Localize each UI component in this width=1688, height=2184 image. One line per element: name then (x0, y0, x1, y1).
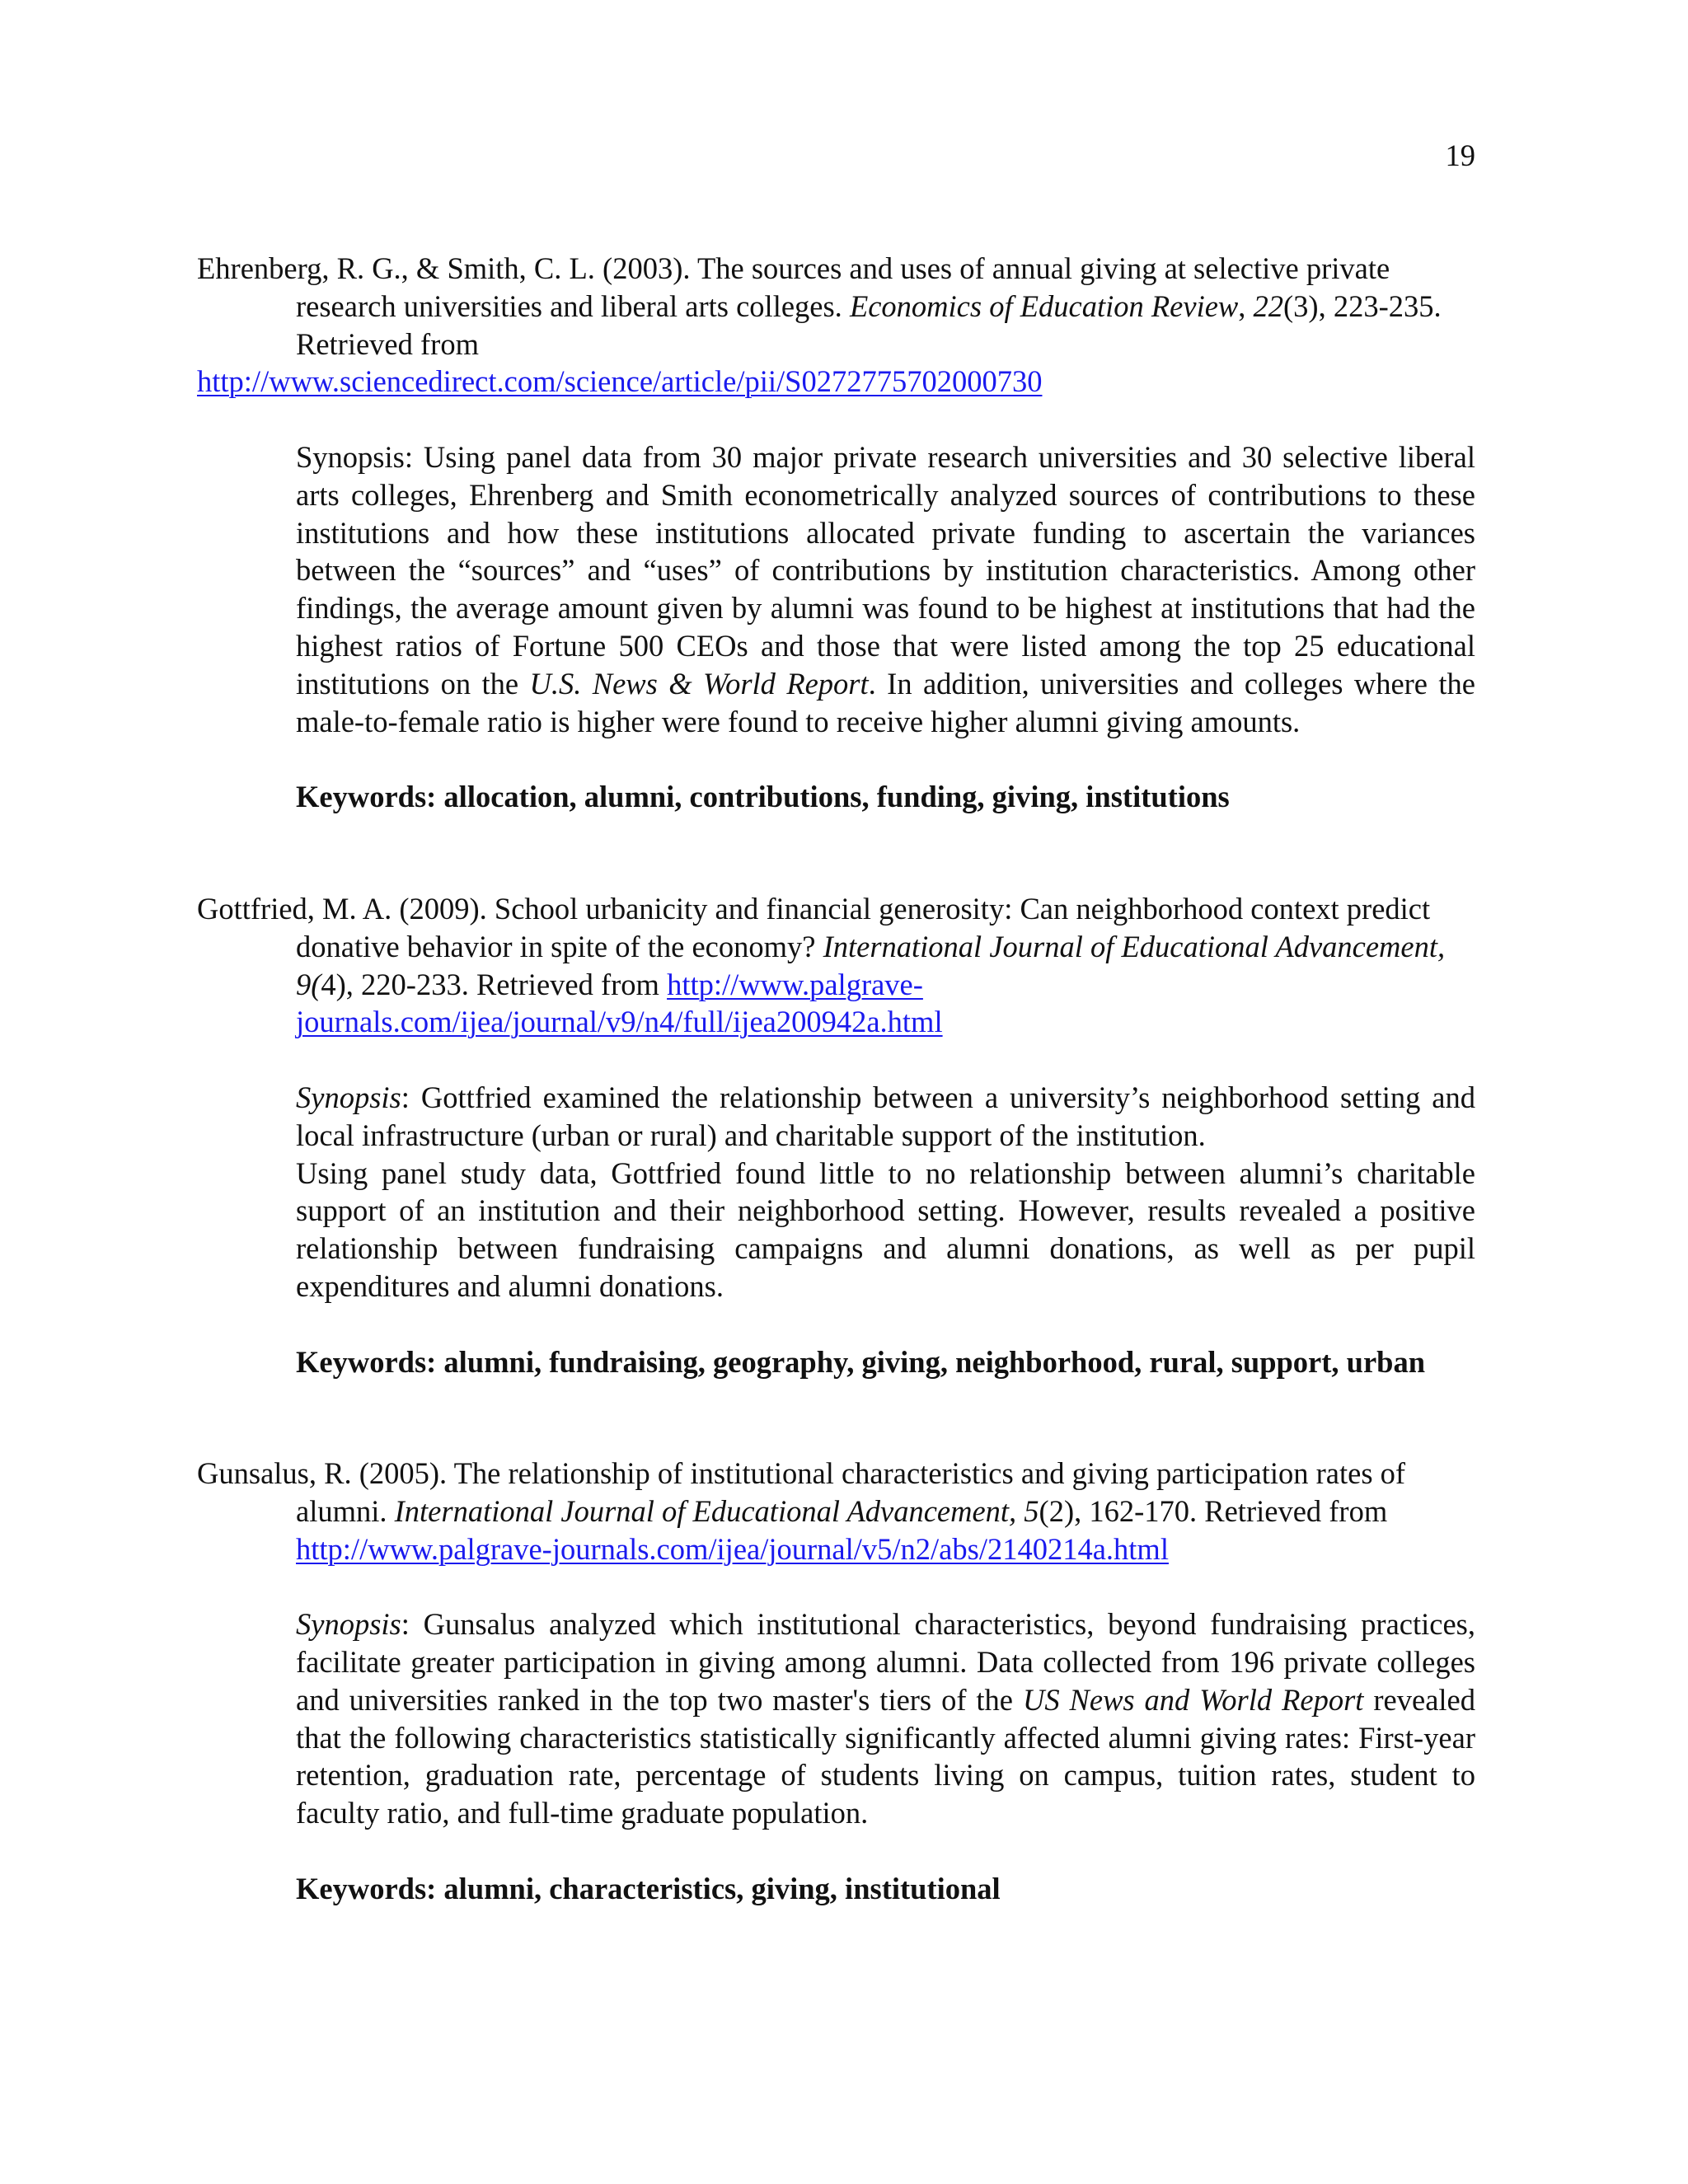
journal-title: Economics of Education Review (849, 288, 1239, 323)
citation-issue-pages: (3), 223-235. Retrieved from (296, 288, 1442, 361)
citation-text: Gottfried, M. A. (2009). School urbanicity and financial generosity: Can neighborhood context predict donative behavior in spite of the economy? (197, 892, 1431, 963)
citation-issue-pages: 4), 220-233. Retrieved from (321, 967, 668, 1001)
synopsis-italic: US News and World Report (1022, 1682, 1364, 1717)
citation-gunsalus (197, 1455, 1475, 1568)
synopsis-text: Using panel data from 30 major private research universities and 30 selective liberal arts colleges, Ehrenberg and Smith econometrically analyzed sources of contributions to these institutions and how these institutions allocated private funding to ascertain the variances between the “sources” and “uses” of contributions by institution characteristics. Among other findings, the average amount given by alumni was found to be highest at institutions that had the highest ratios of Fortune 500 CEOs and those that were listed among the top 25 educational institutions on the (296, 439, 1475, 701)
synopsis-ehrenberg (296, 438, 1475, 740)
reference-entry-gunsalus (197, 1455, 1475, 1908)
citation-url-link[interactable]: http://www.sciencedirect.com/science/article/pii/S0272775702000730 (197, 364, 1043, 399)
citation-issue-pages: (2), 162-170. Retrieved from (1039, 1493, 1388, 1528)
citation-url-link[interactable]: http://www.palgrave-journals.com/ijea/journal/v5/n2/abs/2140214a.html (296, 1531, 1169, 1566)
citation-text: Ehrenberg, R. G., & Smith, C. L. (2003). The sources and uses of annual giving at selective private research universities and liberal arts colleges. (197, 251, 1390, 323)
synopsis-gottfried (296, 1079, 1475, 1305)
keywords-gunsalus: Keywords: alumni, characteristics, giving, institutional (296, 1871, 1001, 1905)
citation-ehrenberg (197, 250, 1475, 401)
journal-title: International Journal of Educational Advancement, 9( (296, 929, 1446, 1001)
citation-url-link[interactable]: http://www.palgrave-journals.com/ijea/journal/v9/n4/full/ijea200942a.html (296, 967, 943, 1039)
keywords-ehrenberg: Keywords: allocation, alumni, contributions, funding, giving, institutions (296, 780, 1230, 814)
journal-volume: 22 (1253, 288, 1284, 323)
synopsis-text-continued: . In addition, universities and colleges where the male-to-female ratio is higher were found to receive higher alumni giving amounts. (296, 666, 1475, 738)
reference-entry-ehrenberg (197, 250, 1475, 816)
synopsis-text-continued: Using panel study data, Gottfried found little to no relationship between alumni’s charitable support of an institution and their neighborhood setting. However, results revealed a positive relationship between fundraising campaigns and alumni donations, as well as per pupil expenditures and alumni donations. (296, 1155, 1475, 1303)
journal-title: International Journal of Educational Advancement, 5 (394, 1493, 1039, 1528)
synopsis-gunsalus (296, 1605, 1475, 1832)
citation-gottfried (197, 890, 1475, 1041)
synopsis-text-continued: revealed that the following characteristics statistically significantly affected alumni giving rates: First-year retention, graduation rate, percentage of students living on campus, tuition rates, student to faculty ratio, and full-time graduate population. (296, 1682, 1475, 1830)
synopsis-italic: U.S. News & World Report (529, 666, 869, 701)
citation-separator: , (1238, 288, 1254, 323)
synopsis-label: Synopsis (296, 1080, 401, 1114)
synopsis-text: : Gunsalus analyzed which institutional characteristics, beyond fundraising practices, facilitate greater participation in giving among alumni. Data collected from 196 private colleges and universities ranked in the top two master's tiers of the (296, 1607, 1475, 1717)
keywords-gottfried: Keywords: alumni, fundraising, geography, giving, neighborhood, rural, support, urban (296, 1344, 1426, 1379)
citation-text: Gunsalus, R. (2005). The relationship of institutional characteristics and giving participation rates of alumni. (197, 1456, 1406, 1528)
page-number: 19 (1445, 138, 1475, 172)
reference-entry-gottfried (197, 890, 1475, 1380)
synopsis-label: Synopsis: (296, 439, 413, 474)
synopsis-text: : Gottfried examined the relationship between a university’s neighborhood setting and local infrastructure (urban or rural) and charitable support of the institution. (296, 1080, 1475, 1152)
synopsis-label: Synopsis (296, 1607, 401, 1642)
